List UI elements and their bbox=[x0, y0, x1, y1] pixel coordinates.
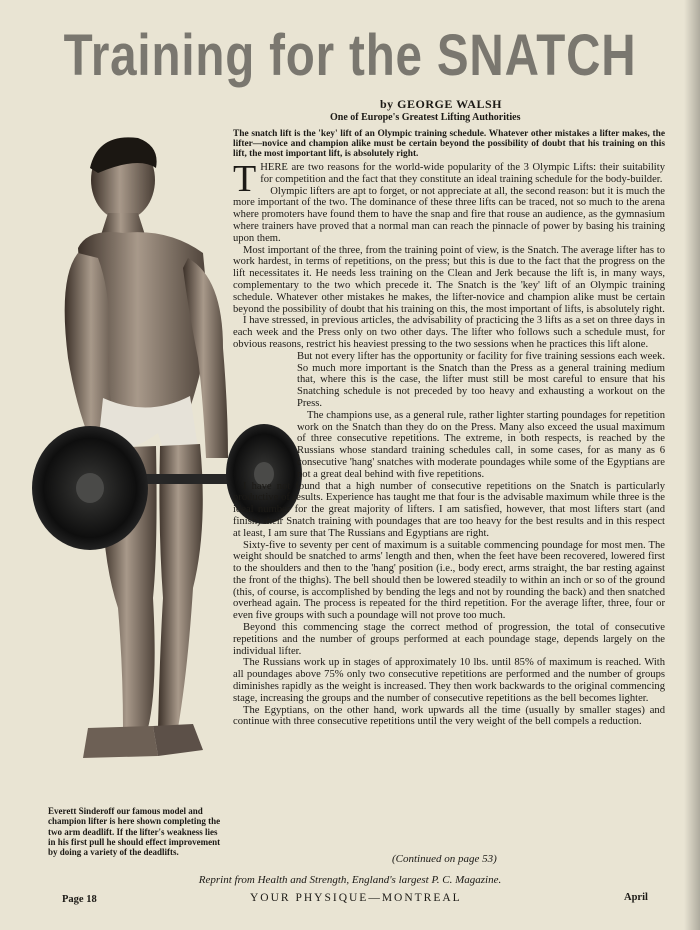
body-paragraph: Olympic lifters are apt to forget, or not appreciate at all, the second reason: but it is much the more important of the two. The dominance of these three lifts can be traced, not so much to the arena where promoters have found them to have the snap and fire that rouse an audience, as the gymnasium where trainers have proved that a normal man can reach the pinnacle of power by basing his training upon them. bbox=[233, 185, 665, 244]
magazine-name: YOUR PHYSIQUE—MONTREAL bbox=[250, 892, 462, 904]
photo-caption: Everett Sinderoff our famous model and champion lifter is here shown completing the two arm deadlift. If the lifter's weakness lies in his first pull he should effect improvement by doing a variety of the deadlifts. bbox=[48, 806, 221, 858]
author-byline: by GEORGE WALSH bbox=[380, 97, 502, 111]
article-intro: The snatch lift is the 'key' lift of an Olympic training schedule. Whatever other mistakes a lifter makes, the lifter—novice and champion alike must be certain beyond the possibility of doubt that his training on this lift, the most important lift, is absolutely right. bbox=[233, 129, 665, 159]
continued-note: (Continued on page 53) bbox=[392, 853, 497, 865]
body-paragraph: Most important of the three, from the training point of view, is the Snatch. The average lifter has to work hardest, in terms of repetitions, on the press; but this is due to the fact that the progress on the lift necessitates it. He needs less training on the Clean and Jerk because the lift is, in many ways, complementary to the two which precede it. The Snatch is the 'key' lift of an Olympic training schedule. Whatever other mistakes he makes, the lifter-novice and champion alike must be certain beyond the possibility of doubt that his training on this, the most important of lifts, is absolutely right. bbox=[233, 244, 665, 315]
body-paragraph: But not every lifter has the opportunity or facility for five training sessions each week. So much more important is the Snatch than the Press as a general training medium that, where this is the case, the lifter must still be most careful to ensure that his Snatching schedule is not preceded by too heavy and exhausting a workout on the Press. bbox=[297, 350, 665, 409]
body-paragraph: The Egyptians, on the other hand, work upwards all the time (usually by smaller stages) and continue with three consecutive repetitions until the very weight of the bell compels a reduction. bbox=[233, 704, 665, 728]
body-paragraph: Sixty-five to seventy per cent of maximum is a suitable commencing poundage for most men. The weight should be snatched to arms' length and then, when the feet have been recovered, lowered first to the shoulders and then to the 'hang' position (i.e., body erect, arms straight, the bar resting against the front of the thighs). The bell should then be lowered steadily to within an inch or so of the ground (this, of course, is accomplished by bending the legs and not by rounding the back) and then snatched overhead again. The process is repeated for the third repetition. For the average lifter, three, four or even five groups with such a poundage will not prove too much. bbox=[233, 539, 665, 622]
page-number: Page 18 bbox=[62, 894, 97, 905]
body-paragraph: I have stressed, in previous articles, the advisability of practicing the 3 lifts as a set on three days in each week and the Press only on two other days. The lifter who follows such a schedule must, for obvious reasons, restrict his heaviest pressing to the two sessions when he practices this lift alone. bbox=[233, 315, 665, 350]
issue-month: April bbox=[624, 892, 648, 903]
article-title: Training for the SNATCH bbox=[63, 23, 637, 88]
body-paragraph: The champions use, as a general rule, rather lighter starting poundages for repetition work on the Snatch than they do on the Press. Many also exceed the usual maximum of three consecutive repetitions. The extreme, in both respects, is reached by the Russians whose standard training schedules call, in some cases, for as many as 6 consecutive 'hang' snatches with moderate poundages while some of the Egyptians are not a great deal behind with five repetitions. bbox=[297, 409, 665, 480]
author-affiliation: One of Europe's Greatest Lifting Authorities bbox=[330, 112, 521, 123]
body-paragraph: Beyond this commencing stage the correct method of progression, the total of consecutive repetitions and the number of groups performed at each poundage stage, depends largely on the individual lifter. bbox=[233, 622, 665, 657]
body-paragraph: The Russians work up in stages of approximately 10 lbs. until 85% of maximum is reached. With all poundages above 75% only two consecutive repetitions are performed and the number of groups diminishes rapidly as the weight is increased. They then work backwards to the original commencing stage, increasing the groups and the number of consecutive repetitions as the bell becomes lighter. bbox=[233, 657, 665, 704]
drop-cap: T bbox=[233, 158, 257, 200]
body-paragraph: I have not found that a high number of consecutive repetitions on the Snatch is particularly productive of results. Experience has taught me that four is the advisable maximum while three is the ideal number for the great majority of lifters. I am satisfied, however, that most lifters start (and finish) their Snatch training with poundages that are too heavy for the best results and in this respect at least, I am sure that The Russians and Egyptians are right. bbox=[233, 480, 665, 539]
page-edge-shadow bbox=[684, 0, 700, 930]
reprint-credit: Reprint from Health and Strength, England's largest P. C. Magazine. bbox=[198, 874, 502, 886]
article-body bbox=[233, 158, 665, 728]
body-paragraph: THERE are two reasons for the world-wide popularity of the 3 Olympic Lifts: their suitability for competition and the fact that they constitute an ideal training schedule for the body-builder. bbox=[233, 158, 665, 200]
